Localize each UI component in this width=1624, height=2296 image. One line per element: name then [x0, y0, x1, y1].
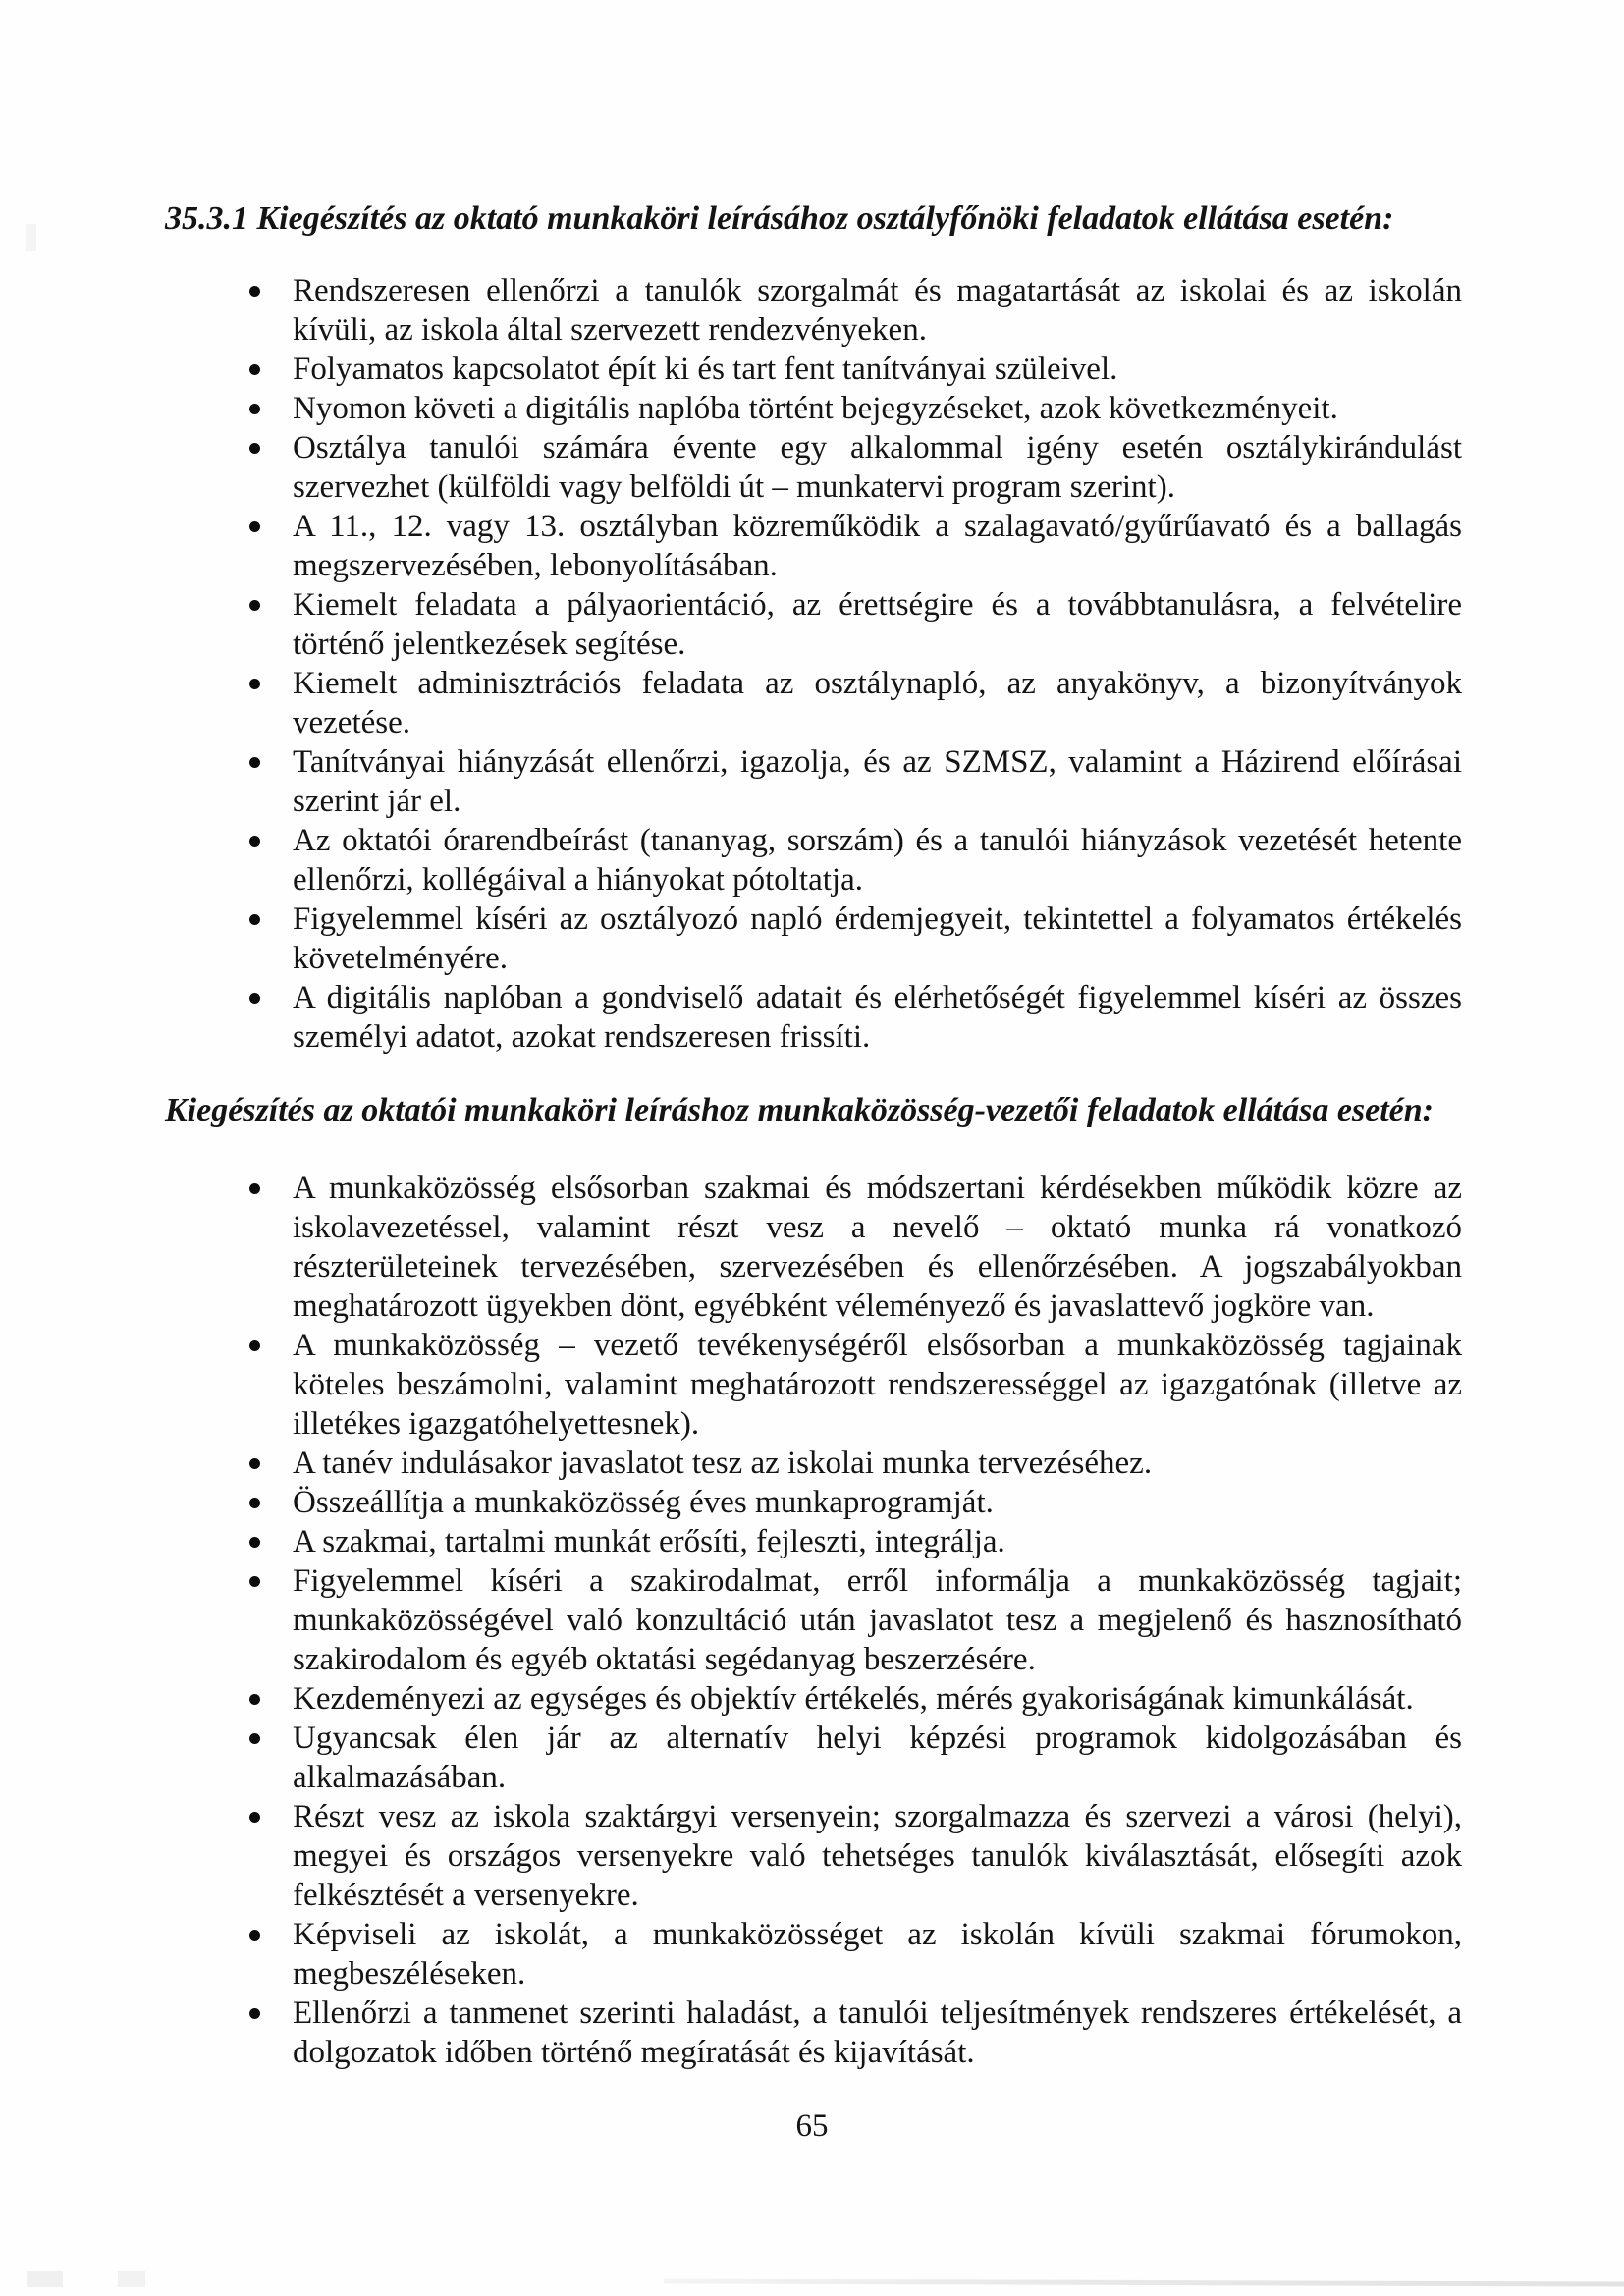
list-item-text: A 11., 12. vagy 13. osztályban közreműködik a szalagavató/gyűrűavató és a ballagás megszervezésében, lebonyolításában. [293, 509, 1462, 583]
list-item [293, 1797, 1462, 1915]
list-item [293, 900, 1462, 978]
list-item-text: Ellenőrzi a tanmenet szerinti haladást, a tanulói teljesítmények rendszeres értékelését, a dolgozatok időben történő megíratását és kijavítását. [293, 1995, 1462, 2070]
list-item [293, 664, 1462, 742]
list-item [293, 1561, 1462, 1679]
bullet-icon [249, 836, 260, 847]
list-item-text: A munkaközösség elsősorban szakmai és módszertani kérdésekben működik közre az iskolavezetéssel, valamint részt vesz a nevelő – oktató munka rá vonatkozó részterületeinek tervezésében, szervezésében és ellenőrzésében. A jogszabályokban meghatározott ügyekben dönt, egyébként véleményező és javaslattevő jogköre van. [293, 1171, 1462, 1324]
list-item-text: Tanítványai hiányzását ellenőrzi, igazolja, és az SZMSZ, valamint a Házirend előírásai szerint jár el. [293, 744, 1462, 819]
list-item-text: Kiemelt feladata a pályaorientáció, az érettségire és a továbbtanulásra, a felvételire történő jelentkezések segítése. [293, 587, 1462, 662]
list-item [293, 1679, 1462, 1719]
list-item-text: Figyelemmel kíséri az osztályozó napló érdemjegyeit, tekintettel a folyamatos értékelés követelményére. [293, 902, 1462, 976]
scan-artifact [27, 2271, 63, 2287]
bullet-icon [249, 1458, 260, 1469]
list-item-text: Osztálya tanulói számára évente egy alkalommal igény esetén osztálykirándulást szervezhet (külföldi vagy belföldi út – munkatervi program szerint). [293, 430, 1462, 505]
section-2-heading: Kiegészítés az oktatói munkaköri leíráshoz munkaközösség-vezetői feladatok ellátása esetén: [165, 1092, 1434, 1128]
list-item [293, 1915, 1462, 1994]
bullet-icon [249, 1733, 260, 1744]
list-item-text: Figyelemmel kíséri a szakirodalmat, erről informálja a munkaközösség tagjait; munkaközösségével való konzultáció után javaslatot tesz a megjelenő és hasznosítható szakirodalom és egyéb oktatási segédanyag beszerzésére. [293, 1563, 1462, 1677]
scan-artifact [118, 2271, 145, 2287]
list-item-text: Folyamatos kapcsolatot épít ki és tart fent tanítványai szüleivel. [293, 352, 1118, 387]
list-item-text: Kiemelt adminisztrációs feladata az osztálynapló, az anyakönyv, a bizonyítványok vezetése. [293, 666, 1462, 740]
bullet-icon [249, 1498, 260, 1508]
list-item-text: A digitális naplóban a gondviselő adatait és elérhetőségét figyelemmel kíséri az összes személyi adatot, azokat rendszeresen frissíti. [293, 980, 1462, 1055]
bullet-icon [249, 1812, 260, 1823]
list-item [293, 585, 1462, 664]
list-item-text: Részt vesz az iskola szaktárgyi versenyein; szorgalmazza és szervezi a városi (helyi), megyei és országos versenyekre való tehetséges tanulók kiválasztását, elősegíti azok felkésztését a versenyekre. [293, 1799, 1462, 1913]
scan-artifact [664, 2278, 1624, 2286]
list-item-text: A szakmai, tartalmi munkát erősíti, fejleszti, integrálja. [293, 1524, 1005, 1559]
list-item-text: Az oktatói órarendbeírást (tananyag, sorszám) és a tanulói hiányzások vezetését hetente ellenőrzi, kollégáival a hiányokat pótoltatja. [293, 823, 1462, 898]
section-2-bullet-list [165, 1169, 1462, 2072]
list-item [293, 271, 1462, 350]
bullet-icon [249, 1537, 260, 1548]
page-number: 65 [795, 2108, 829, 2144]
bullet-icon [249, 1930, 260, 1941]
bullet-icon [249, 1183, 260, 1194]
list-item [293, 1444, 1462, 1483]
section-1-bullet-list [165, 271, 1462, 1057]
list-item-text: Képviseli az iskolát, a munkaközösséget az iskolán kívüli szakmai fórumokon, megbeszéléseken. [293, 1917, 1462, 1992]
list-item [293, 389, 1462, 428]
bullet-icon [249, 914, 260, 925]
list-item [293, 1994, 1462, 2072]
list-item [293, 978, 1462, 1057]
bullet-icon [249, 2008, 260, 2019]
list-item [293, 742, 1462, 821]
bullet-icon [249, 600, 260, 611]
bullet-icon [249, 1576, 260, 1587]
list-item [293, 821, 1462, 900]
list-item [293, 507, 1462, 585]
list-item-text: Ugyancsak élen jár az alternatív helyi képzési programok kidolgozásában és alkalmazásában. [293, 1721, 1462, 1795]
list-item-text: Összeállítja a munkaközösség éves munkaprogramját. [293, 1485, 994, 1520]
list-item [293, 1169, 1462, 1326]
bullet-icon [249, 993, 260, 1004]
list-item-text: A munkaközösség – vezető tevékenységéről elsősorban a munkaközösség tagjainak köteles beszámolni, valamint meghatározott rendszerességgel az igazgatónak (illetve az illetékes igazgatóhelyettesnek). [293, 1328, 1462, 1442]
bullet-icon [249, 521, 260, 532]
bullet-icon [249, 1694, 260, 1705]
list-item [293, 1522, 1462, 1561]
bullet-icon [249, 443, 260, 454]
list-item [293, 1483, 1462, 1522]
bullet-icon [249, 286, 260, 297]
bullet-icon [249, 757, 260, 768]
bullet-icon [249, 364, 260, 375]
list-item [293, 350, 1462, 389]
section-1-heading: 35.3.1 Kiegészítés az oktató munkaköri leírásához osztályfőnöki feladatok ellátása esetén: [165, 200, 1394, 237]
bullet-icon [249, 404, 260, 414]
list-item [293, 428, 1462, 507]
bullet-icon [249, 1340, 260, 1351]
list-item [293, 1326, 1462, 1444]
list-item-text: Nyomon követi a digitális naplóba történt bejegyzéseket, azok következményeit. [293, 391, 1338, 426]
list-item-text: Kezdeményezi az egységes és objektív értékelés, mérés gyakoriságának kimunkálását. [293, 1681, 1414, 1717]
list-item-text: A tanév indulásakor javaslatot tesz az iskolai munka tervezéséhez. [293, 1446, 1153, 1481]
bullet-icon [249, 679, 260, 689]
list-item-text: Rendszeresen ellenőrzi a tanulók szorgalmát és magatartását az iskolai és az iskolán kívüli, az iskola által szervezett rendezvényeken. [293, 273, 1462, 348]
list-item [293, 1719, 1462, 1797]
